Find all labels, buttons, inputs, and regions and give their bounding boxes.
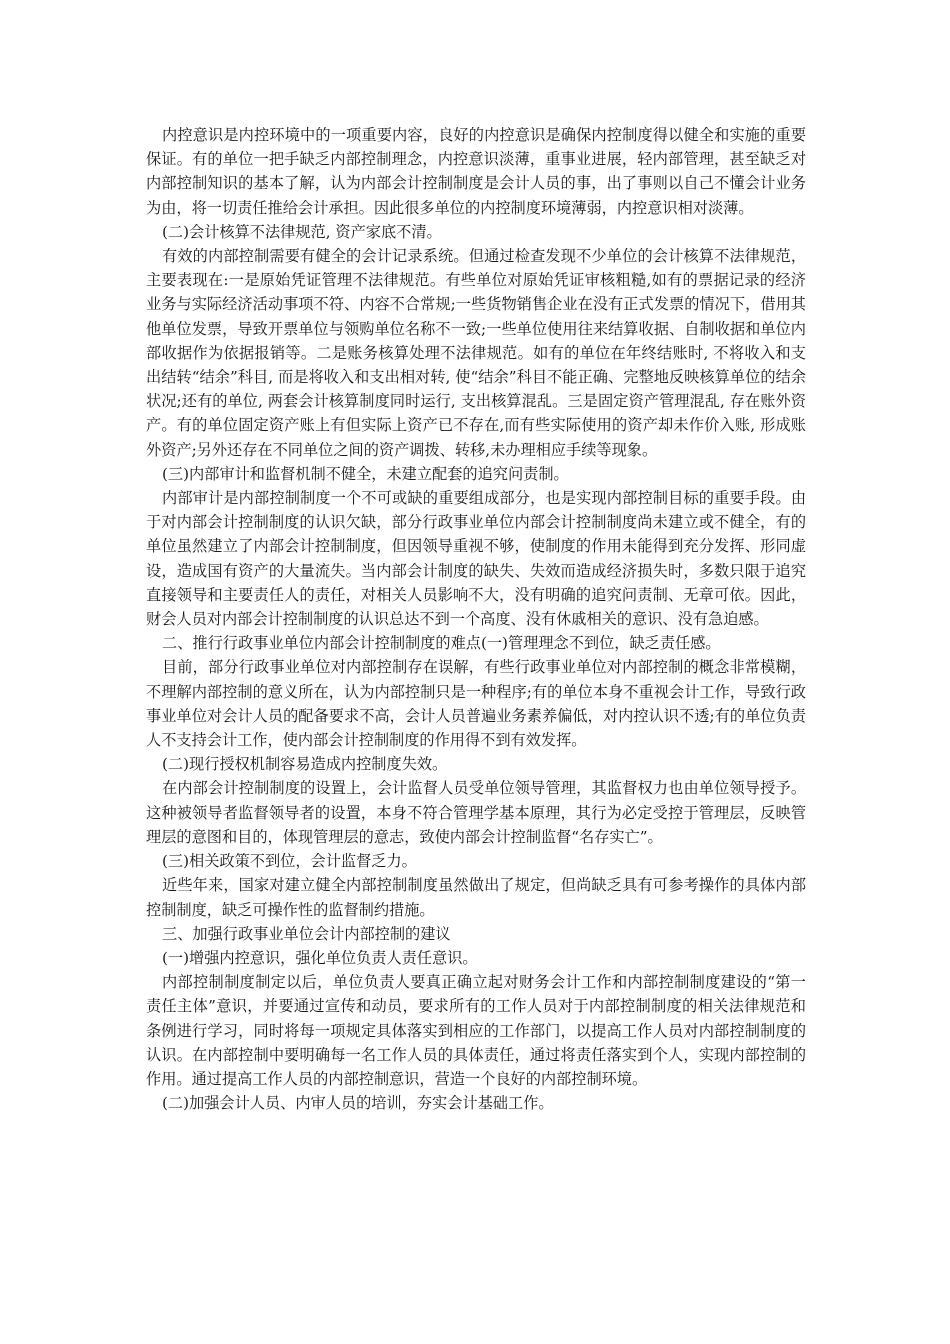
paragraph-policy: 近些年来，国家对建立健全内部控制制度虽然做出了规定，但尚缺乏具有可参考操作的具体内部控制制度，缺乏可操作性的监督制约措施。 — [146, 876, 806, 919]
heading-enhance-awareness: (一)增强内控意识，强化单位负责人责任意识。 — [162, 948, 478, 967]
heading-accounting-nonstandard: (二)会计核算不法律规范, 资产家底不清。 — [162, 222, 442, 241]
heading-section-three-suggestions: 三、加强行政事业单位会计内部控制的建议 — [162, 924, 451, 943]
paragraph-responsibility: 内部控制制度制定以后，单位负责人要真正确立起对财务会计工作和内部控制制度建设的“第一责任主体”意识，并要通过宣传和动员，要求所有的工作人员对于内部控制制度的相关法律规范和条例进行学习，同时将每一项规定具体落实到相应的工作部门，以提高工作人员对内部控制制度的认识。在内部控制中要明确每一名工作人员的具体责任，通过将责任落实到个人，实现内部控制的作用。通过提高工作人员的内部控制意识，营造一个良好的内部控制环境。 — [146, 973, 806, 1088]
paragraph-accounting-records: 有效的内部控制需要有健全的会计记录系统。但通过检查发现不少单位的会计核算不法律规范，主要表现在:一是原始凭证管理不法律规范。有些单位对原始凭证审核粗糙,如有的票据记录的经济业务与实际经济活动事项不符、内容不合常规;一些货物销售企业在没有正式发票的情况下，借用其他单位发票，导致开票单位与领购单位名称不一致;一些单位使用往来结算收据、自制收据和单位内部收据作为依据报销等。二是账务核算处理不法律规范。如有的单位在年终结账时, 不将收入和支出结转“结余”科目, 而是将收入和支出相对转, 使“结余”科目不能正确、完整地反映核算单位的结余状况;还有的单位, 两套会计核算制度同时运行, 支出核算混乱。三是固定资产管理混乱, 存在账外资产。有的单位固定资产账上有但实际上资产已不存在,而有些实际使用的资产却未作价入账, 形成账外资产;另外还存在不同单位之间的资产调拨、转移,未办理相应手续等现象。 — [146, 247, 806, 459]
paragraph-misunderstanding: 目前，部分行政事业单位对内部控制存在误解，有些行政事业单位对内部控制的概念非常模糊，不理解内部控制的意义所在，认为内部控制只是一种程序;有的单位本身不重视会计工作，导致行政事业单位对会计人员的配备要求不高，会计人员普遍业务素养偏低，对内控认识不透;有的单位负责人不支持会计工作，使内部会计控制制度的作用得不到有效发挥。 — [146, 658, 806, 750]
heading-authorization-mechanism: (二)现行授权机制容易造成内控制度失效。 — [162, 755, 448, 774]
heading-audit-supervision: (三)内部审计和监督机制不健全，未建立配套的追究问责制。 — [162, 464, 569, 483]
heading-policy-inadequate: (三)相关政策不到位，会计监督乏力。 — [162, 852, 417, 871]
paragraph-internal-audit: 内部审计是内部控制制度一个不可或缺的重要组成部分，也是实现内部控制目标的重要手段。由于对内部会计控制制度的认识欠缺，部分行政事业单位内部会计控制制度尚未建立或不健全，有的单位虽然建立了内部会计控制制度，但因领导重视不够，使制度的作用未能得到充分发挥、形同虚设，造成国有资产的大量流失。当内部会计制度的缺失、失效而造成经济损失时，多数只限于追究直接领导和主要责任人的责任，对相关人员影响不大，没有明确的追究问责制、无章可依。因此，财会人员对内部会计控制制度的认识总达不到一个高度、没有休戚相关的意识、没有急迫感。 — [146, 489, 806, 629]
paragraph-internal-control-awareness: 内控意识是内控环境中的一项重要内容，良好的内控意识是确保内控制度得以健全和实施的重要保证。有的单位一把手缺乏内部控制理念，内控意识淡薄，重事业进展，轻内部管理，甚至缺乏对内部控制知识的基本了解，认为内部会计控制制度是会计人员的事，出了事则以自己不懂会计业务为由，将一切责任推给会计承担。因此很多单位的内控制度环境薄弱，内控意识相对淡薄。 — [146, 126, 806, 217]
document-body — [146, 123, 806, 1115]
heading-section-two-difficulties: 二、推行行政事业单位内部会计控制制度的难点(一)管理理念不到位，缺乏责任感。 — [162, 634, 721, 653]
paragraph-supervision-setup: 在内部会计控制制度的设置上，会计监督人员受单位领导管理，其监督权力也由单位领导授予。这种被领导者监督领导者的设置，本身不符合管理学基本原理，其行为必定受控于管理层，反映管理层的意图和目的，体现管理层的意志，致使内部会计控制监督“名存实亡”。 — [146, 779, 806, 846]
heading-training: (二)加强会计人员、内审人员的培训，夯实会计基础工作。 — [162, 1094, 554, 1113]
